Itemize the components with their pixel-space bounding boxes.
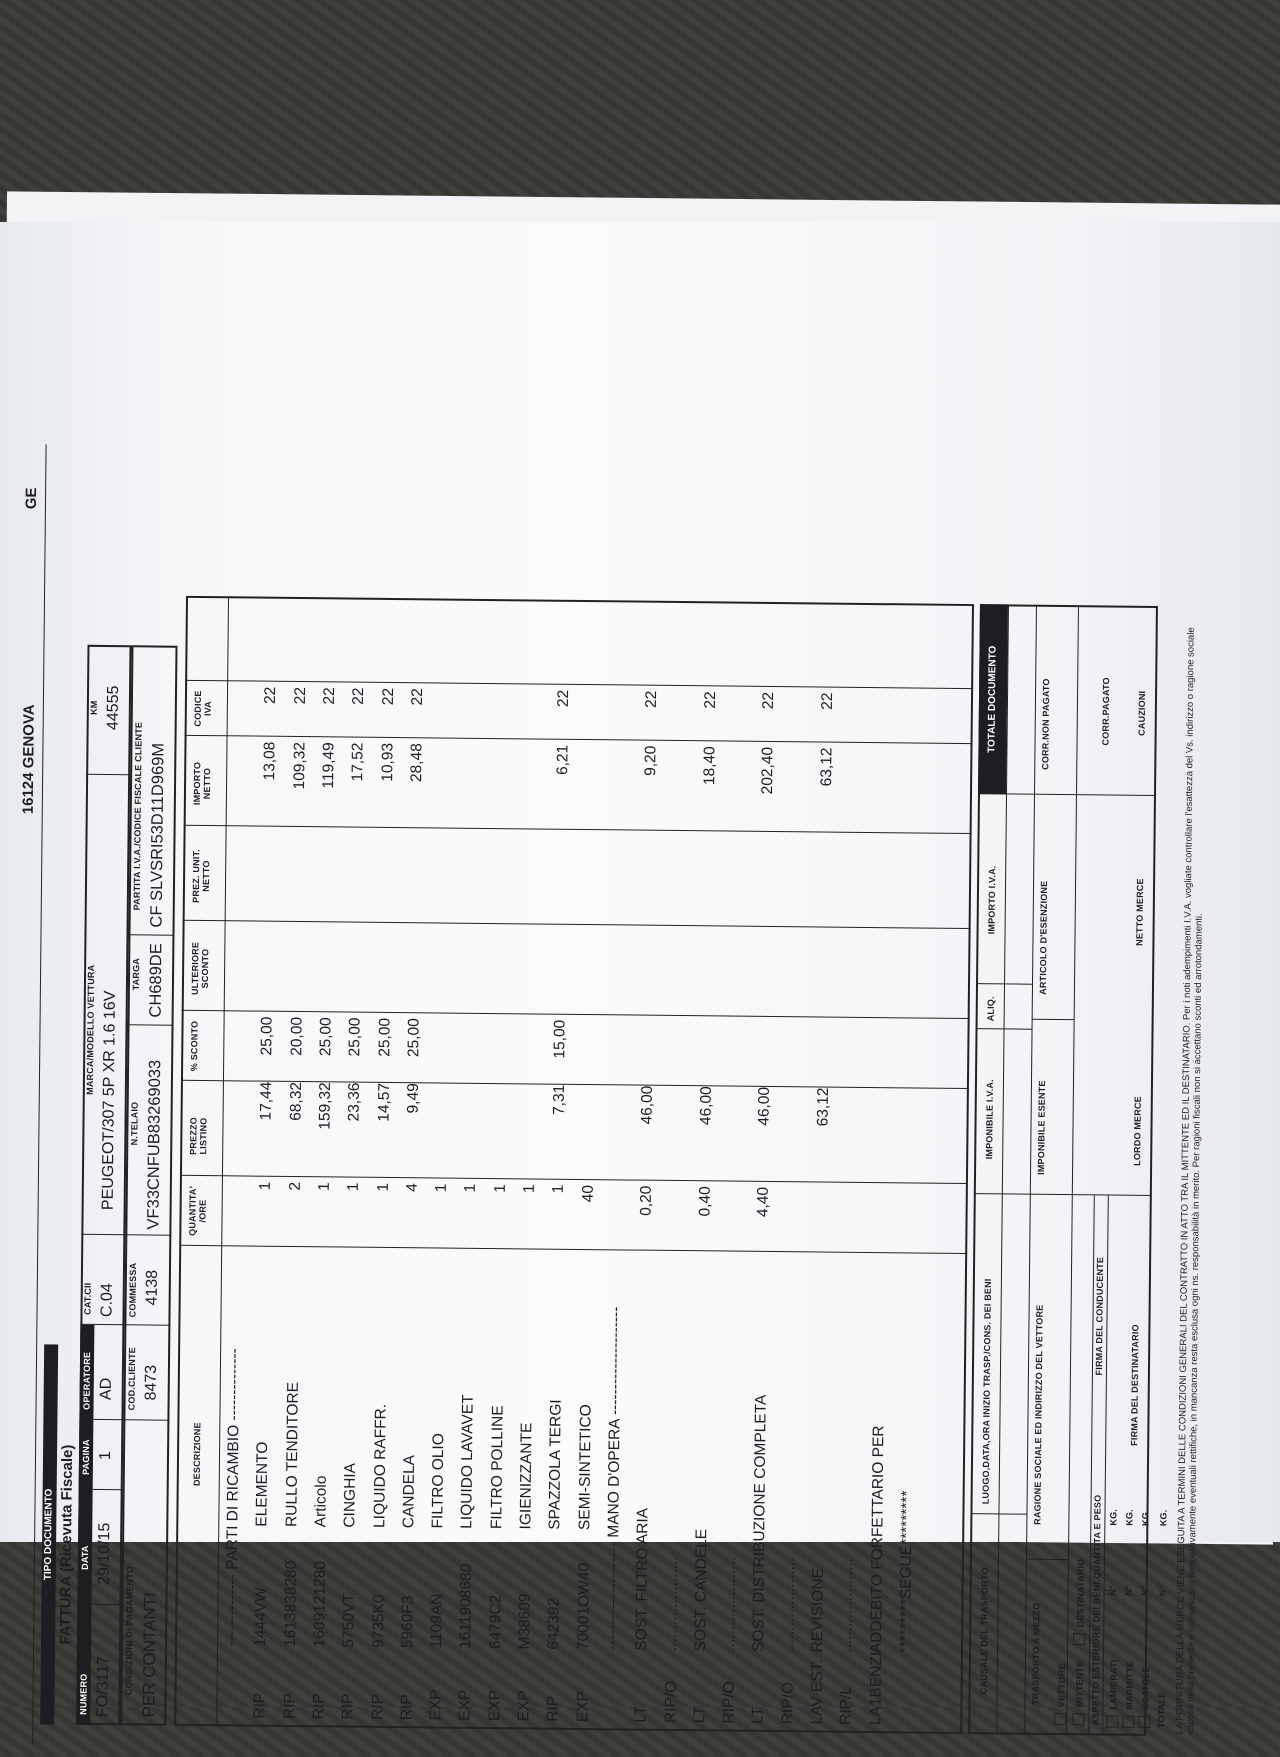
row-price: 7,31 <box>550 1085 569 1175</box>
row-net-amount: 202,40 <box>759 747 778 827</box>
operatore-value: AD <box>98 1378 116 1400</box>
row-type: RIP <box>281 1693 299 1719</box>
row-type: RIP <box>252 1693 270 1719</box>
row-type: EXP <box>574 1691 592 1722</box>
row-description: SOST. FILTRO ARIA <box>633 1508 652 1651</box>
codcliente-value: 8473 <box>143 1365 161 1401</box>
causale-label: CAUSALE DEL TRASPORTO <box>979 1567 990 1694</box>
col-quantita: QUANTITA' /ORE <box>187 1181 208 1241</box>
row-net-amount <box>906 748 907 828</box>
row-net-amount: 9,20 <box>642 746 661 826</box>
row-price <box>462 1084 463 1174</box>
row-discount <box>698 1021 699 1081</box>
row-code: 1444VW <box>252 1587 271 1647</box>
row-description: FILTRO OLIO <box>429 1433 448 1528</box>
row-price <box>228 1081 229 1171</box>
doc-type-bar <box>40 1344 58 1724</box>
row-description: FILTRO POLLINE <box>488 1405 507 1529</box>
catcii-label: CAT.CII <box>82 1283 92 1315</box>
row-description: LIQUIDO RAFFR. <box>371 1404 390 1528</box>
piva-value: CF SLVSRI53D11D969M <box>148 743 169 928</box>
row-discount <box>756 1022 757 1082</box>
row-quantity: 1 <box>550 1185 569 1245</box>
row-type: RIP <box>339 1694 357 1720</box>
row-code: 1613838280 <box>282 1561 301 1647</box>
articolo-esenzione-label: ARTICOLO D'ESENZIONE <box>1038 881 1049 995</box>
row-net-amount <box>876 748 877 828</box>
aspetto-label: ASPETTO ESTERIORE DEI BENI,QUANTITA E PESO <box>1090 1495 1102 1726</box>
row-description: SPAZZOLA TERGI <box>547 1399 566 1530</box>
row-discount <box>522 1019 523 1079</box>
row-discount: 25,00 <box>317 1017 336 1077</box>
row-quantity <box>725 1187 726 1247</box>
lordo-merce-label: LORDO MERCE <box>1132 1096 1143 1166</box>
row-quantity <box>901 1188 902 1248</box>
row-code: 70001OW40 <box>575 1563 594 1650</box>
row-price <box>433 1083 434 1173</box>
row-description: IGIENIZZANTE <box>517 1423 536 1530</box>
luogo-label: LUOGO,DATA,ORA INIZIO TRASP./CONS. DEI BENI <box>981 1278 993 1504</box>
col-importo: IMPORTO NETTO <box>192 746 213 821</box>
netto-merce-label: NETTO MERCE <box>1134 878 1145 946</box>
n-label: N° <box>1108 1585 1118 1596</box>
checkbox-icon[interactable] <box>1106 1716 1118 1728</box>
row-description: ...................... <box>663 1556 682 1651</box>
row-quantity: 40 <box>579 1185 598 1245</box>
row-price <box>902 1088 903 1178</box>
row-type: RIP/L <box>838 1686 856 1725</box>
corr-non-pagato-label: CORR.NON PAGATO <box>1040 678 1051 770</box>
row-net-amount: 119,49 <box>320 742 339 822</box>
row-quantity: 1 <box>257 1182 276 1242</box>
row-quantity: 1 <box>344 1183 363 1243</box>
corr-pagato-label: CORR.PAGATO <box>1101 677 1112 745</box>
scatole-option[interactable] <box>1138 1666 1151 1728</box>
row-price <box>726 1087 727 1177</box>
row-quantity: 0,40 <box>696 1186 715 1246</box>
row-quantity: 1 <box>315 1182 334 1242</box>
row-net-amount <box>437 743 438 823</box>
row-quantity: 1 <box>432 1183 451 1243</box>
row-description: SEMI-SINTETICO <box>576 1404 595 1530</box>
km-value: 44555 <box>105 685 123 730</box>
aliq-label: ALIQ. <box>986 996 996 1021</box>
firma-destinatario-label: FIRMA DEL DESTINATARIO <box>1129 1324 1140 1446</box>
row-price <box>492 1084 493 1174</box>
row-price <box>873 1088 874 1178</box>
row-discount <box>844 1023 845 1083</box>
row-quantity: 4 <box>403 1183 422 1243</box>
row-quantity <box>813 1187 814 1247</box>
row-vat-code: 22 <box>643 691 661 731</box>
telaio-label: N.TELAIO <box>129 1102 139 1146</box>
row-description: Articolo <box>312 1476 331 1528</box>
col-descrizione: DESCRIZIONE <box>192 1422 203 1486</box>
pagina-label: PAGINA <box>81 1439 91 1475</box>
row-net-amount: 10,93 <box>378 743 397 823</box>
piva-label: PARTITA I.V.A./CODICE FISCALE CLIENTE <box>132 722 144 911</box>
row-discount: 15,00 <box>551 1020 570 1080</box>
row-discount <box>639 1021 640 1081</box>
row-price: 9,49 <box>404 1083 423 1173</box>
checkbox-icon[interactable] <box>1122 1716 1134 1728</box>
totale-label: TOTALE <box>1156 1692 1166 1728</box>
row-net-amount <box>466 744 467 824</box>
row-net-amount <box>788 747 789 827</box>
commessa-label: COMMESSA <box>127 1263 138 1318</box>
scatole-label: SCATOLE <box>1140 1666 1150 1710</box>
numero-label: NUMERO <box>78 1674 88 1715</box>
row-description: RULLO TENDITORE <box>283 1382 303 1527</box>
importo-iva-label: IMPORTO I.V.A. <box>987 865 998 934</box>
ragione-sociale-label: RAGIONE SOCIALE ED INDIRIZZO DEL VETTORE <box>1032 1305 1044 1525</box>
imponibile-esente-label: IMPONIBILE ESENTE <box>1036 1080 1047 1175</box>
row-code: 1109AN <box>428 1594 447 1649</box>
row-discount: 25,00 <box>258 1017 277 1077</box>
totale-documento-label: TOTALE DOCUMENTO <box>986 646 998 753</box>
marmitte-option[interactable] <box>1122 1661 1135 1728</box>
row-type: RIP/O <box>662 1681 680 1723</box>
row-discount: 25,00 <box>405 1018 424 1078</box>
row-net-amount <box>730 747 731 827</box>
row-quantity: 1 <box>462 1184 481 1244</box>
items-rows <box>222 596 964 1734</box>
n-label: N° <box>1140 1585 1150 1596</box>
row-price <box>609 1085 610 1175</box>
row-price: 46,00 <box>638 1086 657 1176</box>
kg-label: KG. <box>1124 1509 1134 1526</box>
row-price <box>667 1086 668 1176</box>
numero-value: FO/3117 <box>94 1656 113 1717</box>
vettore-label: VETTORE <box>1056 1663 1066 1707</box>
row-discount <box>815 1022 816 1082</box>
kg-label: KG. <box>1158 1509 1168 1526</box>
row-discount <box>493 1019 494 1079</box>
row-vat-code: 22 <box>701 691 719 731</box>
row-quantity: 1 <box>374 1183 393 1243</box>
row-type: RIP/O <box>720 1681 738 1723</box>
row-type: LT <box>691 1706 709 1723</box>
row-price <box>521 1084 522 1174</box>
row-quantity: 0,20 <box>637 1186 656 1246</box>
trasporto-mezzo-label: TRASPORTO A MEZZO <box>1030 1603 1041 1705</box>
row-quantity <box>843 1188 844 1248</box>
row-vat-code: 22 <box>262 687 280 727</box>
row-quantity: 4,40 <box>755 1187 774 1247</box>
row-description: ...................... <box>780 1557 799 1652</box>
row-description: LIQUIDO LAVAVET <box>459 1394 478 1529</box>
row-type: RIP <box>310 1693 328 1719</box>
row-description: --------------------- MANO D'OPERA --------------------- <box>604 1306 626 1650</box>
row-discount <box>581 1020 582 1080</box>
cauzioni-label: CAUZIONI <box>1137 691 1147 736</box>
row-quantity <box>667 1186 668 1246</box>
row-net-amount: 17,52 <box>349 743 368 823</box>
col-codiva: CODICE IVA <box>193 686 213 731</box>
row-price: 63,12 <box>814 1087 833 1177</box>
row-discount: 25,00 <box>375 1018 394 1078</box>
row-price: 159,32 <box>316 1082 335 1172</box>
row-net-amount: 28,48 <box>407 743 426 823</box>
col-sconto: % SCONTO <box>189 1016 200 1076</box>
row-net-amount <box>847 748 848 828</box>
pagina-value: 1 <box>97 1451 115 1460</box>
commessa-value: 4138 <box>144 1270 162 1306</box>
row-type: EXP <box>515 1690 533 1721</box>
row-description: CINGHIA <box>341 1463 360 1528</box>
province-text: GE <box>23 487 40 509</box>
row-net-amount <box>583 745 584 825</box>
row-price <box>843 1088 844 1178</box>
row-code: 642392 <box>545 1598 564 1650</box>
row-net-amount: 63,12 <box>818 747 837 827</box>
row-type: LT <box>632 1706 650 1723</box>
marca-label: MARCA/MODELLO VETTURA <box>85 965 96 1095</box>
pagamento-value: PER CONTANTI <box>139 1592 160 1718</box>
row-discount: 25,00 <box>346 1018 365 1078</box>
row-vat-code: 22 <box>291 687 309 727</box>
row-description: -------------- PARTI DI RICAMBIO -------------- <box>223 1348 244 1646</box>
disclaimer-text: LA FORNITURA DELLA MERCE VIENE ESEGUITA A TERMINI DELLE CONDIZIONI GENERALI DEL CONTRATTO IN ATTO TRA IL MITTENTE ED IL DESTINATARIO. Per i noti adempimenti I.V.A. vogliate controllare l'esattezza del Vs. indirizzo o ragione sociale esposti nella presente e comunicarci tempestivamente eventuali rettifiche, in mancanza resta esclusa ogni ns. responsabilità in merito. Per ragioni fiscali non si accettano sconti ed arrotondamenti. <box>1174 604 1208 1734</box>
lamierati-label: LAMIERATI <box>1108 1659 1119 1709</box>
row-net-amount: 13,08 <box>261 742 280 822</box>
row-description: ...................... <box>721 1557 740 1652</box>
col-prezunit: PREZ. UNIT. NETTO <box>191 836 212 916</box>
row-price: 46,00 <box>755 1087 774 1177</box>
targa-label: TARGA <box>131 958 141 990</box>
data-label: DATA <box>80 1545 90 1570</box>
row-price: 23,36 <box>345 1083 364 1173</box>
row-price: 14,57 <box>375 1083 394 1173</box>
row-description: SOST. DISTRIBUZIONE COMPLETA <box>750 1395 771 1652</box>
row-type: RIP <box>398 1694 416 1720</box>
row-quantity <box>872 1188 873 1248</box>
kg-label: KG. <box>1140 1509 1150 1526</box>
row-discount <box>463 1019 464 1079</box>
row-quantity: 1 <box>491 1184 510 1244</box>
row-description: SOST. CANDELE <box>692 1529 711 1651</box>
row-price: 46,00 <box>697 1086 716 1176</box>
checkbox-icon[interactable] <box>1073 1633 1085 1645</box>
checkbox-icon[interactable] <box>1054 1713 1066 1725</box>
row-net-amount <box>232 741 233 821</box>
row-quantity: 2 <box>286 1182 305 1242</box>
row-net-amount <box>525 744 526 824</box>
row-discount <box>874 1023 875 1083</box>
row-type: EXP <box>486 1690 504 1721</box>
marmitte-label: MARMITTE <box>1124 1661 1135 1710</box>
codcliente-label: COD.CLIENTE <box>127 1347 138 1410</box>
row-net-amount <box>671 746 672 826</box>
row-code: 5960F3 <box>399 1596 418 1649</box>
row-vat-code: 22 <box>379 688 397 728</box>
city-text: 1612​4 GENOVA <box>20 704 38 814</box>
n-label: N° <box>1158 1586 1168 1597</box>
operatore-label: OPERATORE <box>82 1352 93 1410</box>
row-code: 1611908680 <box>457 1564 476 1649</box>
row-net-amount <box>495 744 496 824</box>
invoice-paper <box>0 222 1280 1542</box>
km-label: KM <box>89 700 99 715</box>
row-price: 17,44 <box>257 1082 276 1172</box>
row-type: RIP/O <box>779 1682 797 1724</box>
row-type: LT <box>750 1707 768 1724</box>
row-net-amount: 109,32 <box>290 742 309 822</box>
row-quantity: 1 <box>520 1184 539 1244</box>
row-vat-code: 22 <box>321 687 339 727</box>
vettore-option[interactable] <box>1054 1663 1067 1725</box>
invoice-document <box>6 444 1255 1757</box>
kg-label: KG. <box>1108 1509 1118 1526</box>
row-description: REVISIONE <box>809 1568 828 1653</box>
row-net-amount <box>613 745 614 825</box>
checkbox-icon[interactable] <box>1138 1716 1150 1728</box>
row-description: CANDELA <box>400 1455 419 1528</box>
mittente-label: MITTENTE <box>1074 1661 1084 1708</box>
row-price <box>580 1085 581 1175</box>
telaio-value: VF33CNFUB83269033 <box>144 1060 165 1230</box>
row-code: 1609121280 <box>311 1561 330 1647</box>
row-vat-code: 22 <box>760 692 778 732</box>
n-label: N° <box>1124 1585 1134 1596</box>
row-price <box>785 1087 786 1177</box>
row-code: M38609 <box>516 1593 535 1649</box>
row-discount <box>668 1021 669 1081</box>
row-quantity <box>227 1181 228 1241</box>
row-vat-code: 22 <box>408 688 426 728</box>
row-type: EXP <box>427 1689 445 1720</box>
row-code: 9735K0 <box>370 1594 389 1648</box>
catcii-value: C.04 <box>98 1283 116 1317</box>
row-vat-code: 22 <box>819 692 837 732</box>
row-type: EXP <box>457 1690 475 1721</box>
firma-conducente-label: FIRMA DEL CONDUCENTE <box>1094 1257 1105 1376</box>
row-discount <box>610 1020 611 1080</box>
row-discount: 20,00 <box>288 1017 307 1077</box>
row-type: RIP <box>545 1696 563 1722</box>
row-net-amount: 6,21 <box>554 745 573 825</box>
row-code: 5750VT <box>340 1593 359 1647</box>
col-prezzo: PREZZO LISTINO <box>188 1101 209 1171</box>
totale-documento-bar <box>978 604 1008 794</box>
row-vat-code: 22 <box>350 688 368 728</box>
row-discount <box>229 1016 230 1076</box>
col-ulteriore: ULTERIORE SCONTO <box>190 931 211 1006</box>
mittente-option[interactable] <box>1072 1661 1085 1726</box>
row-type: LA1BENZI <box>867 1652 886 1725</box>
checkbox-icon[interactable] <box>1072 1713 1084 1725</box>
doc-type-title: FATTURA (Ricevuta Fiscale) <box>57 1444 76 1644</box>
row-code: 6479C2 <box>487 1595 506 1649</box>
destinatario-label: DESTINATARIO <box>1075 1559 1086 1628</box>
marca-value: PEUGEOT/307 5P XR 1.6 16V <box>100 991 120 1211</box>
data-value: 29/10/15 <box>96 1523 115 1585</box>
targa-value: CH689DE <box>147 943 167 1017</box>
row-vat-code: 22 <box>555 690 573 730</box>
row-discount <box>786 1022 787 1082</box>
row-type: LAV EST. <box>808 1659 827 1724</box>
row-type: RIP <box>369 1694 387 1720</box>
row-description: *********SEGUE********* <box>897 1490 917 1653</box>
lamierati-option[interactable] <box>1106 1659 1119 1727</box>
doc-type-label: TIPO DOCUMENTO <box>43 1489 55 1581</box>
row-discount <box>903 1023 904 1083</box>
row-price: 68,32 <box>287 1082 306 1172</box>
row-net-amount: 18,40 <box>700 746 719 826</box>
row-description: ADDEBITO FORFETTARIO PER <box>868 1425 888 1653</box>
row-quantity <box>784 1187 785 1247</box>
row-discount <box>727 1022 728 1082</box>
row-description: ...................... <box>838 1558 857 1653</box>
destinatario-option[interactable] <box>1073 1559 1086 1646</box>
row-description: ELEMENTO <box>254 1442 273 1527</box>
row-quantity <box>608 1185 609 1245</box>
row-discount <box>434 1018 435 1078</box>
pagamento-label: CONDIZIONI DI PAGAMENTO <box>124 1566 135 1695</box>
imponibile-iva-label: IMPONIBILE I.V.A. <box>984 1079 995 1159</box>
